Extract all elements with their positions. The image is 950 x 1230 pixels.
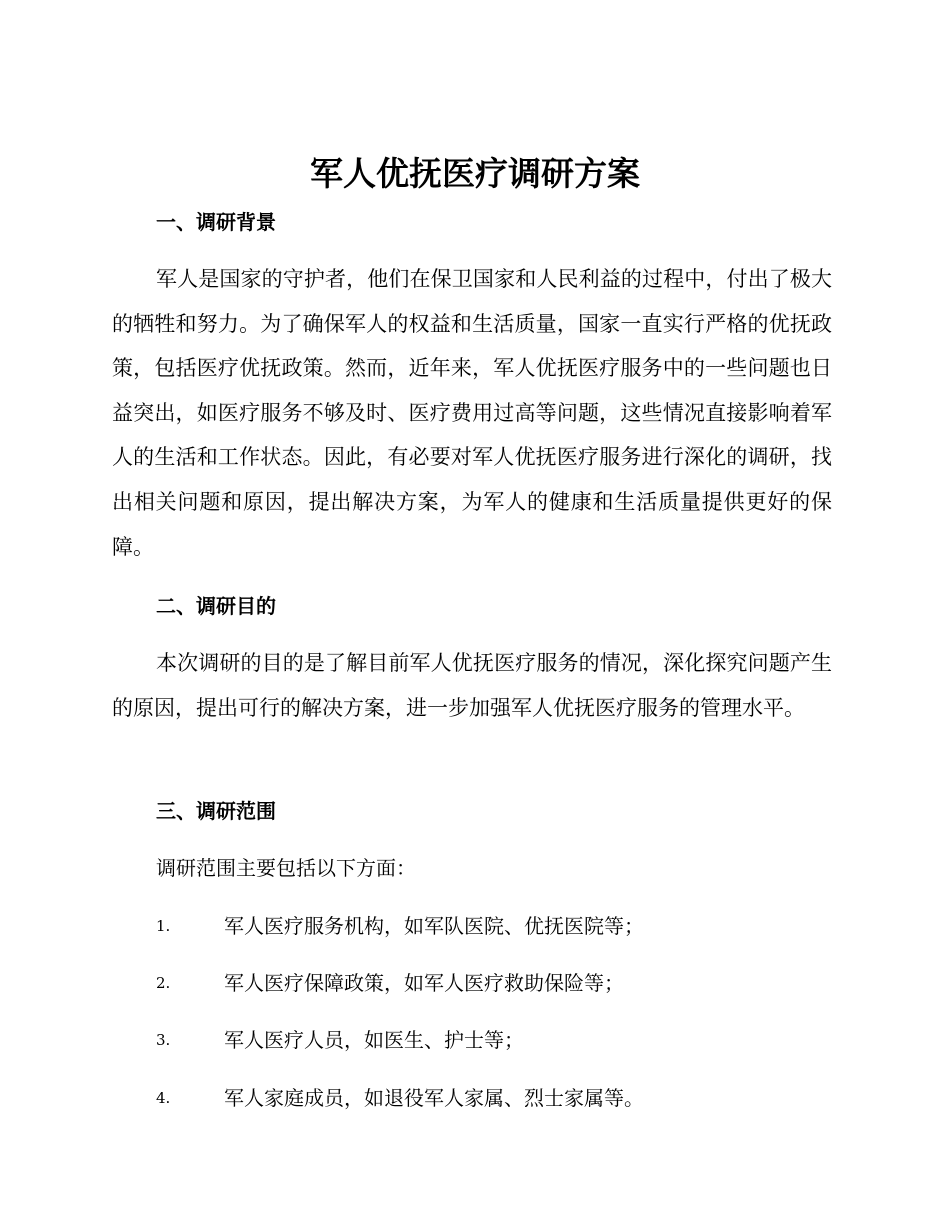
list-number: 3.	[156, 1031, 171, 1049]
section-heading-scope: 三、调研范围	[156, 799, 276, 823]
list-text: 军人医疗人员，如医生、护士等；	[224, 1028, 524, 1052]
list-text: 军人家庭成员，如退役军人家属、烈士家属等。	[224, 1086, 644, 1110]
list-item	[156, 1083, 836, 1113]
list-item	[156, 968, 836, 998]
section-paragraph-purpose: 本次调研的目的是了解目前军人优抚医疗服务的情况，深化探究问题产生的原因，提出可行的解决方案，进一步加强军人优抚医疗服务的管理水平。	[112, 651, 832, 720]
list-text: 军人医疗保障政策，如军人医疗救助保险等；	[224, 971, 624, 995]
scope-intro: 调研范围主要包括以下方面：	[156, 856, 416, 880]
list-number: 4.	[156, 1089, 171, 1107]
list-text: 军人医疗服务机构，如军队医院、优抚医院等；	[224, 914, 644, 938]
list-number: 1.	[156, 917, 171, 935]
list-item	[156, 1025, 836, 1055]
list-item	[156, 911, 836, 941]
section-heading-purpose: 二、调研目的	[156, 594, 276, 618]
section-paragraph-background: 军人是国家的守护者，他们在保卫国家和人民利益的过程中，付出了极大的牺牲和努力。为了确保军人的权益和生活质量，国家一直实行严格的优抚政策，包括医疗优抚政策。然而，近年来，军人优抚医疗服务中的一些问题也日益突出，如医疗服务不够及时、医疗费用过高等问题，这些情况直接影响着军人的生活和工作状态。因此，有必要对军人优抚医疗服务进行深化的调研，找出相关问题和原因，提出解决方案，为军人的健康和生活质量提供更好的保障。	[112, 267, 832, 559]
document-title: 军人优抚医疗调研方案	[310, 154, 640, 193]
section-heading-background: 一、调研背景	[156, 210, 276, 234]
list-number: 2.	[156, 974, 171, 992]
